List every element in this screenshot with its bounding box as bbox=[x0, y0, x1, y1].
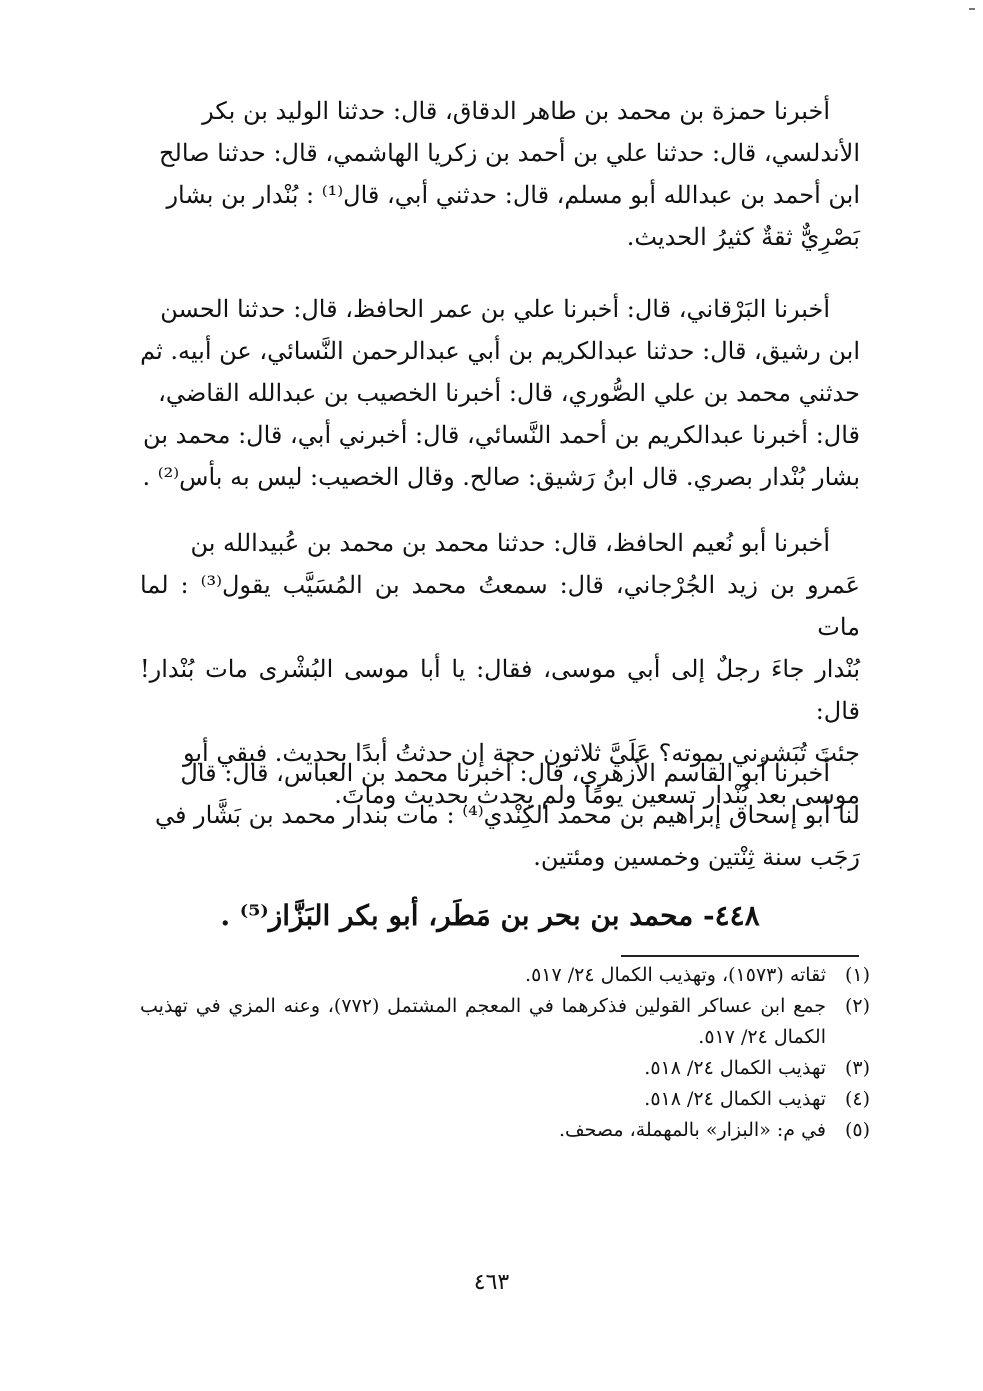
footnotes bbox=[140, 960, 870, 1146]
page-number: ٤٦٣ bbox=[473, 1270, 510, 1295]
text-line: جئتَ تُبَشرني بموته؟ عَلَيَّ ثلاثون حجة إن حدثتُ أبدًا بحديث. فبقي أبو bbox=[182, 739, 860, 767]
footnote-divider bbox=[621, 955, 859, 957]
paragraph-2 bbox=[140, 288, 860, 498]
paragraph-4 bbox=[140, 752, 860, 878]
text-line: قال: أخبرنا عبدالكريم بن أحمد النَّسائي، قال: أخبرني أبي، قال: محمد بن bbox=[143, 421, 860, 449]
footnote bbox=[140, 1084, 870, 1115]
text-line: أخبرنا البَرْقاني، قال: أخبرنا علي بن عمر الحافظ، قال: حدثنا الحسن bbox=[160, 295, 830, 323]
text-line: حدثني محمد بن علي الصُّوري، قال: أخبرنا الخصيب بن عبدالله القاضي، bbox=[158, 379, 860, 407]
text-line: موسى بعد بُنْدار تسعين يومًا ولم يحدث بحديث وماتَ. bbox=[334, 781, 860, 809]
text-line: ابن أحمد بن عبدالله أبو مسلم، قال: حدثني أبي، قال⁽¹⁾ : بُنْدار بن بشار bbox=[166, 181, 860, 209]
footnote-text: في م: «البزار» بالمهملة، مصحف. bbox=[558, 1119, 826, 1141]
text-line: بَصْرِيٌّ ثقةٌ كثيرُ الحديث. bbox=[626, 223, 860, 251]
footnote-text: جمع ابن عساكر القولين فذكرهما في المعجم المشتمل (٧٧٢)، وعنه المزي في تهذيب الكمال ٢٤/ ٥١٧. bbox=[140, 995, 826, 1048]
entry-heading: ٤٤٨- محمد بن بحر بن مَطَر، أبو بكر البَزَّاز⁽⁵⁾ . bbox=[220, 899, 760, 932]
scan-mark bbox=[969, 8, 975, 10]
footnote-number: (٢) bbox=[844, 995, 870, 1017]
footnote bbox=[140, 1053, 870, 1084]
text-line: الأندلسي، قال: حدثنا علي بن أحمد بن زكريا الهاشمي، قال: حدثنا صالح bbox=[159, 139, 860, 167]
text-line: أخبرنا حمزة بن محمد بن طاهر الدقاق، قال: حدثنا الوليد بن بكر bbox=[202, 97, 830, 125]
text-line: أخبرنا أبو القاسم الأزهري، قال: أخبرنا محمد بن العباس، قال: قال bbox=[180, 759, 830, 787]
footnote-number: (١) bbox=[844, 964, 870, 986]
text-line: رَجَب سنة ثِنْتين وخمسين ومئتين. bbox=[533, 843, 860, 871]
text-line: عَمرو بن زيد الجُرْجاني، قال: سمعتُ محمد بن المُسَيَّب يقول⁽³⁾ : لما مات bbox=[140, 571, 860, 641]
footnote bbox=[140, 991, 870, 1053]
footnote bbox=[140, 1115, 870, 1146]
text-line: بشار بُنْدار بصري. قال ابنُ رَشيق: صالح. وقال الخصيب: ليس به بأس⁽²⁾ . bbox=[142, 463, 860, 491]
text-line: بُنْدار جاءَ رجلٌ إلى أبي موسى، فقال: يا أبا موسى البُشْرى مات بُنْدار! قال: bbox=[140, 655, 860, 725]
footnote-text: تهذيب الكمال ٢٤/ ٥١٨. bbox=[644, 1088, 826, 1110]
footnote-number: (٥) bbox=[844, 1119, 870, 1141]
footnote-number: (٣) bbox=[844, 1057, 870, 1079]
paragraph-1 bbox=[140, 90, 860, 258]
text-line: ابن رشيق، قال: حدثنا عبدالكريم بن أبي عبدالرحمن النَّسائي، عن أبيه. ثم bbox=[140, 337, 860, 365]
footnote-text: تهذيب الكمال ٢٤/ ٥١٨. bbox=[644, 1057, 826, 1079]
footnote-text: ثقاته (١٥٧٣)، وتهذيب الكمال ٢٤/ ٥١٧. bbox=[525, 964, 826, 986]
footnote bbox=[140, 960, 870, 991]
text-line: لنا أبو إسحاق إبراهيم بن محمد الكِنْدي⁽⁴⁾ : مات بندار محمد بن بَشَّار في bbox=[154, 801, 860, 829]
text-line: أخبرنا أبو نُعيم الحافظ، قال: حدثنا محمد بن محمد بن عُبيدالله بن bbox=[190, 529, 830, 557]
footnote-number: (٤) bbox=[844, 1088, 870, 1110]
